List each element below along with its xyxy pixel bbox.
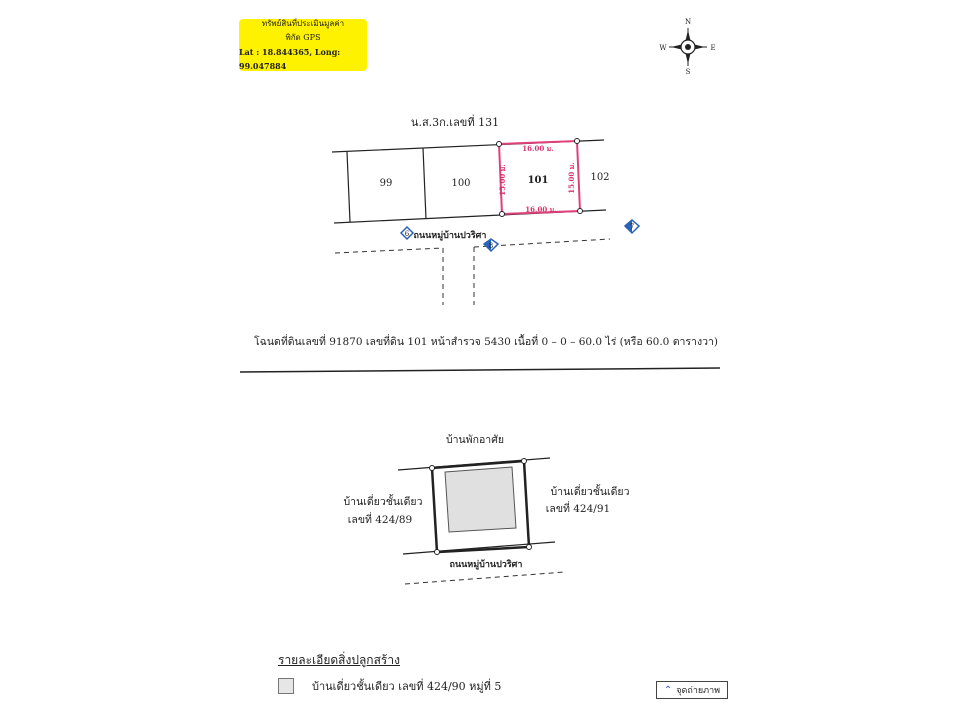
compass-east: E bbox=[710, 44, 716, 52]
road-dashed-lines bbox=[335, 239, 610, 305]
gps-title: ทรัพย์สินที่ประเมินมูลค่า bbox=[261, 19, 345, 28]
gps-subtitle: พิกัด GPS bbox=[285, 33, 321, 42]
dim-right: 15.00 ม. bbox=[567, 162, 576, 194]
deed-ref-label: น.ส.3ก.เลขที่ 131 bbox=[410, 116, 500, 129]
marker-7-icon bbox=[625, 220, 639, 233]
marker-8: 8 bbox=[488, 242, 494, 250]
dim-left: 15.00 ม. bbox=[498, 164, 507, 196]
lot-99: 99 bbox=[379, 178, 393, 189]
right-neighbor-type: บ้านเดี่ยวชั้นเดียว bbox=[550, 486, 630, 498]
photo-point-legend bbox=[656, 681, 728, 699]
compass-icon bbox=[659, 18, 715, 76]
marker-6: 6 bbox=[404, 230, 410, 238]
legend-title: รายละเอียดสิ่งปลูกสร้าง bbox=[278, 653, 400, 667]
building-road-label: ถนนหมู่บ้านปวริศา bbox=[449, 560, 523, 570]
marker-7: 7 bbox=[629, 223, 635, 231]
legend-swatch bbox=[278, 678, 294, 694]
deed-info: โฉนดที่ดินเลขที่ 91870 เลขที่ดิน 101 หน้าสำรวจ 5430 เนื้อที่ 0 – 0 – 60.0 ไร่ (หรือ 60.0 ตารางวา) bbox=[254, 336, 718, 348]
building-road-line bbox=[405, 572, 565, 584]
camera-chevron-icon: ⌃ bbox=[663, 684, 673, 696]
compass-west: W bbox=[659, 44, 667, 52]
section-divider bbox=[240, 368, 720, 372]
road-label-top: ถนนหมู่บ้านปวริศา bbox=[413, 231, 487, 241]
dim-top: 16.00 ม. bbox=[522, 144, 554, 153]
building-footprint bbox=[445, 467, 516, 532]
lot-102: 102 bbox=[590, 172, 610, 183]
compass-north: N bbox=[684, 18, 692, 26]
building-top-label: บ้านพักอาศัย bbox=[445, 434, 505, 446]
gps-coordinates: Lat : 18.844365, Long: 99.047884 bbox=[239, 47, 341, 71]
legend-item-label: บ้านเดี่ยวชั้นเดียว เลขที่ 424/90 หมู่ที่ 5 bbox=[312, 680, 502, 693]
lot-100: 100 bbox=[451, 178, 471, 189]
left-neighbor-no: เลขที่ 424/89 bbox=[347, 514, 413, 526]
right-neighbor-no: เลขที่ 424/91 bbox=[545, 503, 611, 515]
lot-101: 101 bbox=[527, 175, 549, 186]
marker-6-icon bbox=[401, 227, 413, 239]
dim-bottom: 16.00 ม. bbox=[525, 205, 557, 214]
left-neighbor-type: บ้านเดี่ยวชั้นเดียว bbox=[343, 496, 423, 508]
legend-item bbox=[278, 677, 501, 695]
photo-point-label: จุดถ่ายภาพ bbox=[676, 686, 721, 696]
compass-south: S bbox=[685, 68, 691, 76]
